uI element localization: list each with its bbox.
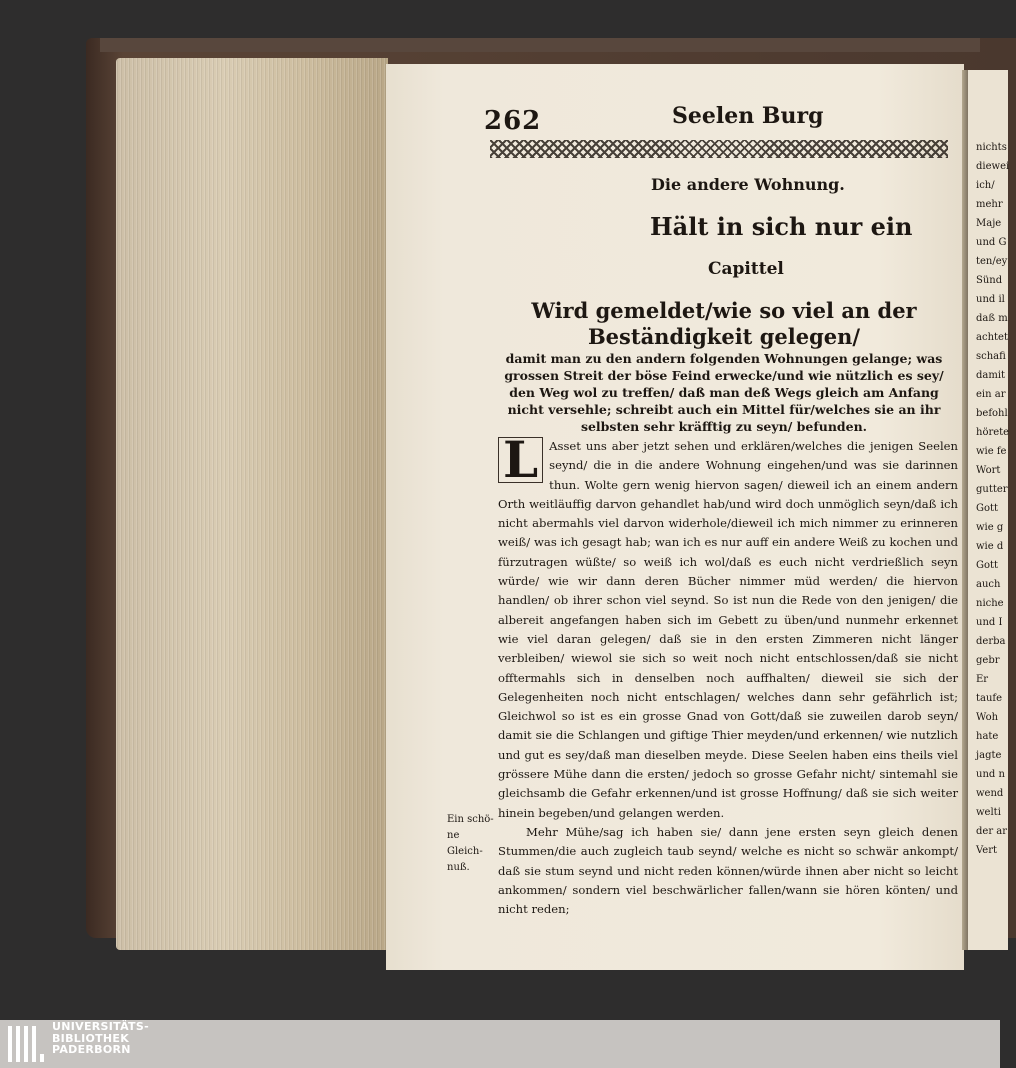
facing-page-line: taufe (976, 693, 1003, 704)
facing-page-line: hate (976, 731, 999, 742)
chapter-label: Capittel (708, 259, 784, 279)
facing-page-line: Er (976, 674, 989, 685)
facing-page-line: Maje (976, 218, 1002, 229)
chapter-title: Hält in sich nur ein (650, 212, 913, 241)
running-head: Seelen Burg (672, 103, 824, 129)
page-edges (116, 58, 388, 950)
section-title: Die andere Wohnung. (651, 175, 845, 194)
facing-page-line: wend (976, 788, 1004, 799)
facing-page-line: befohl (976, 408, 1008, 419)
logo-line-3: PADERBORN (52, 1043, 131, 1057)
facing-page-line: Woh (976, 712, 999, 723)
paragraph-2: Mehr Mühe/sag ich haben sie/ dann jene ersten seyn gleich denen Stummen/die auch zugleich taub seynd/ welche es nicht so schwär ankompt/ daß sie stum seynd und nicht reden können/würde ihnen aber nicht so leicht ankommen/ sondern viel beschwärlicher fallen/wann sie hören könten/ und nicht reden; (498, 824, 958, 917)
facing-page-line: gutter (976, 484, 1008, 495)
margin-note: Ein schö-ne Gleich-nuß. (447, 814, 494, 873)
ornament-border (490, 140, 948, 158)
facing-page-line: Sünd (976, 275, 1003, 286)
page-number: 262 (484, 106, 542, 136)
facing-page-line: daß m (976, 313, 1008, 324)
facing-page-line: ten/ey (976, 256, 1008, 267)
facing-page-line: wie fe (976, 446, 1007, 457)
facing-page-line: welti (976, 807, 1001, 818)
facing-page-line: wie d (976, 541, 1004, 552)
facing-page-line: und G (976, 237, 1007, 248)
facing-page-line: ich/ (976, 180, 995, 191)
facing-page-line: und n (976, 769, 1005, 780)
facing-page-line: schafi (976, 351, 1006, 362)
drop-cap-initial: L (498, 437, 543, 483)
facing-page-line: diewei (976, 161, 1010, 172)
facing-page-line: hörete (976, 427, 1010, 438)
facing-page-text (976, 138, 1010, 856)
facing-page-line: mehr (976, 199, 1003, 210)
facing-page-line: damit (976, 370, 1006, 381)
facing-page-line: Vert (976, 845, 998, 856)
library-logo-icon (8, 1024, 44, 1064)
paragraph-1: Asset uns aber jetzt sehen und erklären/welches die jenigen Seelen seynd/ die in die andere Wohnung eingehen/und was sie darinnen thun. Wolte gern wenig hiervon sagen/ dieweil ich an einem andern Orth weitläuffig darvon gehandlet hab/und wird doch unmöglich seyn/daß ich nicht abermahls viel darvon widerhole/dieweil ich mich nimmer zu erinneren weiß/ was ich gesagt hab; wan ich es nur auff ein andere Weiß zu kochen und fürzutragen wüßte/ so weiß ich wol/daß es euch nicht verdrießlich seyn würde/ wie wir dann deren Bücher nimmer müd werden/ die hiervon handlen/ ob ihrer schon viel seynd. So ist nun die Rede von den jenigen/ die albereit angefangen haben sich im Gebett zu üben/und nunmehr erkennet wie viel daran gelegen/ daß sie in den ersten Zimmeren nicht länger verbleiben/ wiewol sie sich so weit noch nicht entschlossen/daß sie nicht offtermahls sich in denselben noch auffhalten/ dieweil sie sich der Gelegenheiten noch nicht entschlagen/ welches dann sehr gefährlich ist; Gleichwol so ist es ein grosse Gnad von Gott/daß sie zuweilen darob seyn/ damit sie die Schlangen und giftige Thier meyden/und erkennen/ wie nutzlich und gut es sey/daß man dieselben meyde. Diese Seelen haben eins theils viel grössere Mühe dann die ersten/ jedoch so grosse Gefahr nicht/ sintemahl sie gleichsamb die Gefahr erkennen/und ist grosse Hoffnung/ daß sie sich weiter hinein begeben/und gelangen werden. (498, 439, 958, 820)
facing-page-line: nichts (976, 142, 1007, 153)
facing-page-line: achtet (976, 332, 1008, 343)
facing-page-line: und I (976, 617, 1003, 628)
summary-rest: damit man zu den andern folgenden Wohnungen gelange; was grossen Streit der böse Feind erwecke/und wie nützlich es sey/ den Weg wol zu treffen/ daß man deß Wegs gleich am Anfang nicht versehle; schreibt auch ein Mittel für/welches sie an ihr selbsten sehr kräfftig zu seyn/ befunden. (504, 351, 944, 434)
facing-page-line: Gott (976, 560, 999, 571)
chapter-summary (494, 298, 954, 435)
logo-line-2: BIBLIOTHEK (52, 1031, 130, 1045)
facing-page-line: ein ar (976, 389, 1006, 400)
summary-lead: Wird gemeldet/wie so viel an der Beständigkeit gelegen/ (531, 298, 917, 349)
book-cover-top (100, 38, 980, 52)
facing-page-line: Wort (976, 465, 1001, 476)
library-logo-text (52, 1021, 252, 1056)
facing-page-line: jagte (976, 750, 1002, 761)
facing-page-line: Gott (976, 503, 999, 514)
facing-page-line: gebr (976, 655, 1000, 666)
facing-page-line: auch (976, 579, 1001, 590)
facing-page-line: der ar (976, 826, 1008, 837)
facing-page-line: niche (976, 598, 1004, 609)
body-text (498, 430, 958, 919)
facing-page-line: wie g (976, 522, 1004, 533)
logo-line-1: UNIVERSITÄTS- (52, 1020, 149, 1033)
facing-page-line: derba (976, 636, 1006, 647)
facing-page-line: und il (976, 294, 1005, 305)
